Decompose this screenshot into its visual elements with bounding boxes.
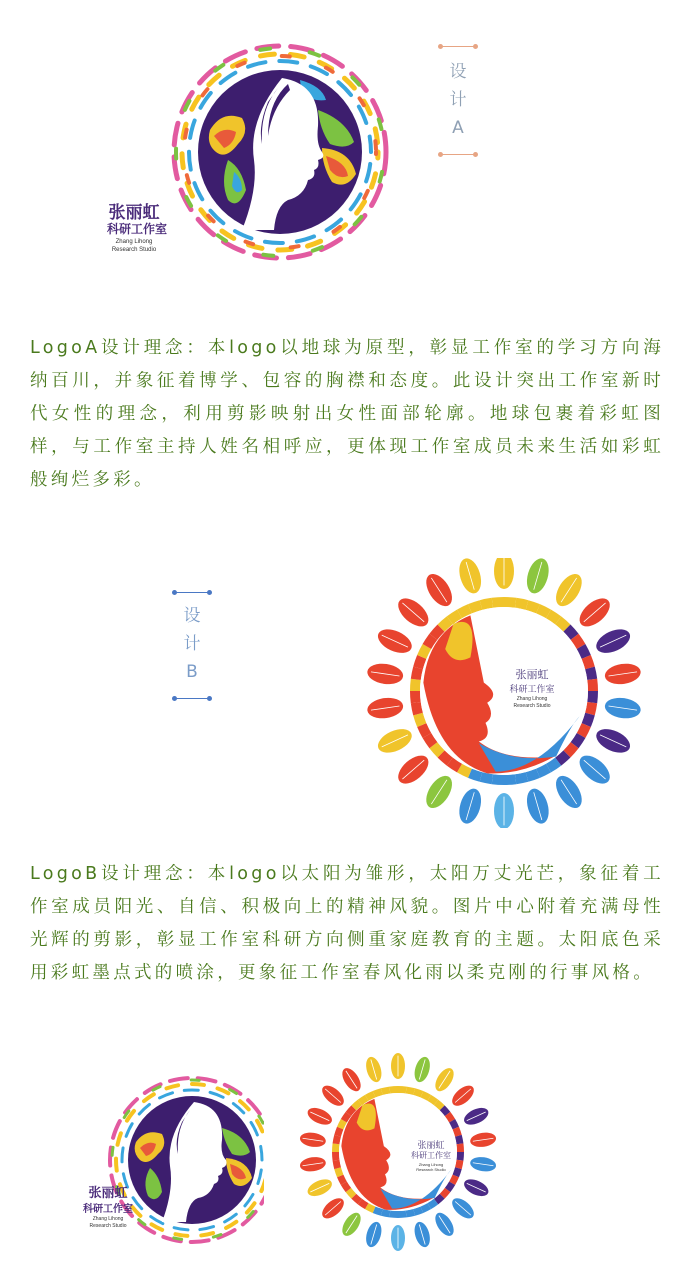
comparison-logo-a-studio: 科研工作室 [83, 1204, 133, 1215]
logo-a-studio: 科研工作室 [106, 222, 167, 236]
design-b-tag-char-1: 设 [183, 606, 201, 626]
design-a-tag-char-1: 设 [449, 62, 467, 82]
comparison-logo-a [64, 1072, 264, 1252]
design-b-description: LogoB设计理念：本logo以太阳为雏形，太阳万丈光芒，象征着工作室成员阳光、自信、积极向上的精神风貌。图片中心附着充满母性光辉的剪影，彰显工作室科研方向侧重家庭教育的主题。太阳底色采用彩虹墨点式的喷涂，更象征工作室春风化雨以柔克刚的行事风格。 [30, 864, 664, 983]
design-a-tag-char-3: A [452, 118, 464, 138]
logo-b-name: 张丽虹 [515, 668, 549, 681]
comparison-logo-a-en-2: Research Studio [89, 1223, 127, 1229]
design-a-tag [438, 42, 478, 160]
design-a-tag-char-2: 计 [449, 90, 467, 110]
comparison-logo-b [298, 1052, 498, 1252]
logo-a-graphic [150, 40, 390, 280]
comparison-logo-b-name: 张丽虹 [417, 1141, 445, 1151]
logo-a-name: 张丽虹 [108, 203, 160, 223]
comparison-logo-a-en-1: Zhang Lihong [92, 1216, 124, 1222]
logo-b-graphic [354, 558, 644, 828]
logo-a-image [106, 40, 390, 280]
comparison-logo-b-en-2: Research Studio [416, 1167, 446, 1172]
design-b-tag [172, 588, 212, 706]
design-b-tag-char-3: B [186, 662, 198, 682]
design-b-tag-char-2: 计 [183, 634, 201, 654]
logo-b-image [354, 558, 644, 828]
logo-b-studio: 科研工作室 [509, 685, 555, 695]
logo-b-en-1: Zhang Lihong [516, 696, 548, 702]
design-a-description: LogoA设计理念：本logo以地球为原型，彰显工作室的学习方向海纳百川，并象征着博学、包容的胸襟和态度。此设计突出工作室新时代女性的理念，利用剪影映射出女性面部轮廓。地球包裹着彩虹图样，与工作室主持人姓名相呼应，更体现工作室成员未来生活如彩虹般绚烂多彩。 [30, 338, 664, 490]
comparison-logo-b-en-1: Zhang Lihong [418, 1162, 444, 1167]
logo-a-en-2: Research Studio [111, 247, 157, 253]
comparison-logo-a-name: 张丽虹 [88, 1186, 128, 1201]
logo-b-en-2: Research Studio [513, 703, 551, 709]
logo-a-en-1: Zhang Lihong [115, 239, 153, 245]
comparison-logo-b-studio: 科研工作室 [411, 1151, 451, 1160]
